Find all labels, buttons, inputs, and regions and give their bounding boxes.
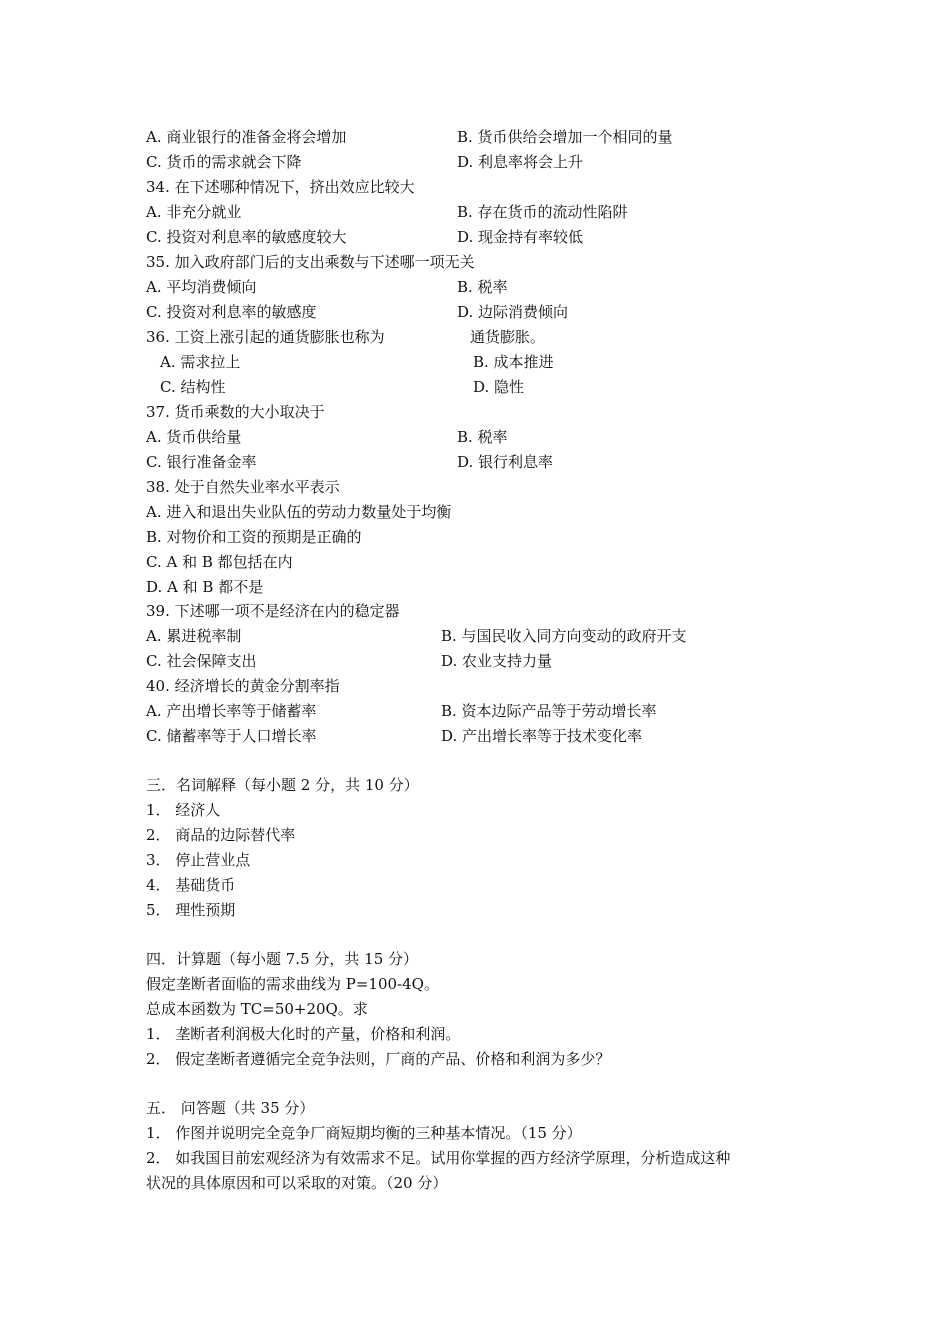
q36-option-d: D. 隐性 — [473, 378, 525, 396]
section5-heading: 五． 问答题（共 35 分） — [146, 1099, 315, 1117]
q39-option-a: A. 累进税率制 — [146, 627, 242, 645]
q38-option-c: C. A 和 B 都包括在内 — [146, 553, 293, 571]
section5-item-1: 1． 作图并说明完全竞争厂商短期均衡的三种基本情况。（15 分） — [146, 1124, 582, 1142]
section3-item-4: 4． 基础货币 — [146, 876, 236, 894]
section3-item-1: 1． 经济人 — [146, 801, 221, 819]
q37-option-a: A. 货币供给量 — [146, 428, 242, 446]
q35-option-b: B. 税率 — [457, 278, 508, 296]
q35-stem: 35. 加入政府部门后的支出乘数与下述哪一项无关 — [146, 253, 475, 271]
section4-given-demand: 假定垄断者面临的需求曲线为 P=100-4Q。 — [146, 975, 439, 993]
section4-item-1: 1． 垄断者利润极大化时的产量，价格和利润。 — [146, 1025, 461, 1043]
q37-stem: 37. 货币乘数的大小取决于 — [146, 403, 325, 421]
q34-option-b: B. 存在货币的流动性陷阱 — [457, 203, 628, 221]
q39-stem: 39. 下述哪一项不是经济在内的稳定器 — [146, 602, 400, 620]
q35-option-c: C. 投资对利息率的敏感度 — [146, 303, 317, 321]
q39-option-d: D. 农业支持力量 — [441, 652, 553, 670]
q33-option-b: B. 货币供给会增加一个相同的量 — [457, 128, 673, 146]
q39-option-c: C. 社会保障支出 — [146, 652, 257, 670]
q34-stem: 34. 在下述哪种情况下，挤出效应比较大 — [146, 178, 415, 196]
section4-given-cost: 总成本函数为 TC=50+20Q。求 — [146, 1000, 368, 1018]
q37-option-b: B. 税率 — [457, 428, 508, 446]
q33-option-d: D. 利息率将会上升 — [457, 153, 584, 171]
q36-option-c: C. 结构性 — [160, 378, 226, 396]
q40-stem: 40. 经济增长的黄金分割率指 — [146, 677, 340, 695]
q36-stem: 36. 工资上涨引起的通货膨胀也称为 — [146, 328, 385, 346]
section5-item-2-line-2: 状况的具体原因和可以采取的对策。（20 分） — [146, 1174, 448, 1192]
q38-option-d: D. A 和 B 都不是 — [146, 578, 264, 596]
section3-item-2: 2． 商品的边际替代率 — [146, 826, 296, 844]
section3-item-3: 3． 停止营业点 — [146, 851, 251, 869]
q36-option-b: B. 成本推进 — [473, 353, 554, 371]
q34-option-a: A. 非充分就业 — [146, 203, 242, 221]
q33-option-c: C. 货币的需求就会下降 — [146, 153, 302, 171]
section4-item-2: 2． 假定垄断者遵循完全竞争法则，厂商的产品、价格和利润为多少？ — [146, 1050, 611, 1068]
q35-option-d: D. 边际消费倾向 — [457, 303, 569, 321]
q34-option-d: D. 现金持有率较低 — [457, 228, 584, 246]
q36-stem-tail: 通货膨胀。 — [470, 328, 546, 346]
q34-option-c: C. 投资对利息率的敏感度较大 — [146, 228, 347, 246]
q33-option-a: A. 商业银行的准备金将会增加 — [146, 128, 347, 146]
q40-option-d: D. 产出增长率等于技术变化率 — [441, 727, 643, 745]
q39-option-b: B. 与国民收入同方向变动的政府开支 — [441, 627, 687, 645]
q38-option-a: A. 进入和退出失业队伍的劳动力数量处于均衡 — [146, 503, 452, 521]
q40-option-c: C. 储蓄率等于人口增长率 — [146, 727, 317, 745]
q35-option-a: A. 平均消费倾向 — [146, 278, 257, 296]
section4-heading: 四．计算题（每小题 7.5 分，共 15 分） — [146, 950, 419, 968]
section3-heading: 三．名词解释（每小题 2 分，共 10 分） — [146, 776, 419, 794]
q40-option-b: B. 资本边际产品等于劳动增长率 — [441, 702, 657, 720]
section5-item-2-line-1: 2． 如我国目前宏观经济为有效需求不足。试用你掌握的西方经济学原理，分析造成这种 — [146, 1149, 731, 1167]
q40-option-a: A. 产出增长率等于储蓄率 — [146, 702, 317, 720]
q37-option-c: C. 银行准备金率 — [146, 453, 257, 471]
q38-stem: 38. 处于自然失业率水平表示 — [146, 478, 340, 496]
q37-option-d: D. 银行利息率 — [457, 453, 554, 471]
q38-option-b: B. 对物价和工资的预期是正确的 — [146, 528, 362, 546]
q36-option-a: A. 需求拉上 — [160, 353, 241, 371]
section3-item-5: 5． 理性预期 — [146, 901, 236, 919]
